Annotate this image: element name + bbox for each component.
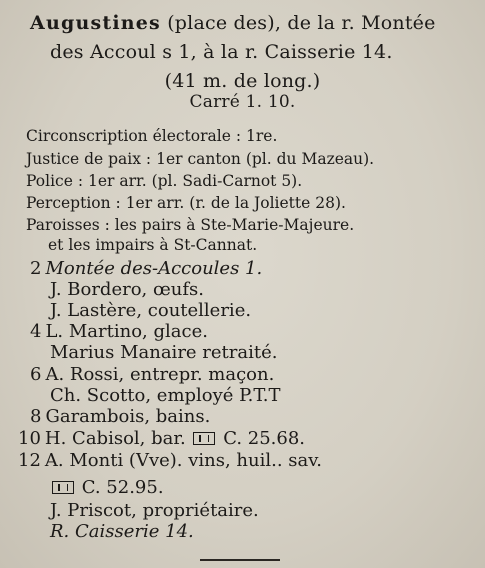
resident-line [30, 408, 210, 426]
street-name: Augustines [30, 12, 161, 34]
house-number: 10 [18, 428, 41, 449]
info-value: et les impairs à St-Cannat. [48, 236, 258, 254]
info-label: Perception : [26, 194, 121, 212]
resident-line [50, 523, 194, 541]
resident-text: Ch. Scotto, employé P.T.T [50, 385, 281, 406]
info-label: Justice de paix : [26, 150, 152, 168]
telephone-icon [52, 481, 74, 494]
phone-number: C. 52.95. [81, 477, 164, 498]
street-length: (41 m. de long.) [164, 70, 321, 92]
street-description: (place des), de la r. Montée [160, 12, 436, 34]
resident-line [50, 302, 251, 320]
info-label: Circonscription électorale : [26, 127, 242, 145]
resident-text: J. Bordero, œufs. [50, 279, 205, 300]
street-square: Carré 1. 10. [189, 92, 296, 112]
info-line [48, 238, 257, 254]
resident-line [50, 344, 278, 362]
resident-text: Garambois, bains. [45, 406, 211, 427]
resident-line [18, 430, 305, 448]
street-heading-line-1 [30, 14, 436, 33]
resident-line [30, 260, 262, 278]
resident-text: A. Monti (Vve). vins, huil.. sav. [44, 450, 323, 471]
info-line [26, 174, 302, 190]
resident-line [50, 479, 164, 497]
info-value: 1er canton (pl. du Mazeau). [156, 150, 375, 168]
resident-line [50, 387, 280, 405]
resident-text: A. Rossi, entrepr. maçon. [45, 364, 275, 385]
resident-text: J. Lastère, coutellerie. [50, 300, 252, 321]
house-number: 4 [30, 321, 42, 342]
info-line [26, 196, 346, 212]
info-value: les pairs à Ste-Marie-Majeure. [114, 216, 355, 234]
resident-text: H. Cabisol, bar. [44, 428, 186, 449]
info-label: Police : [26, 172, 84, 190]
resident-text: L. Martino, glace. [45, 321, 208, 342]
info-line [26, 218, 354, 234]
telephone-icon [193, 432, 215, 445]
resident-line [30, 366, 274, 384]
street-heading-line-2: des Accoul s 1, à la r. Caisserie 14. [50, 41, 393, 63]
resident-text: J. Priscot, propriétaire. [50, 500, 259, 521]
info-line [26, 152, 374, 168]
info-value: 1er arr. (r. de la Joliette 28). [125, 194, 346, 212]
house-number: 6 [30, 364, 42, 385]
resident-text: Montée des-Accoules 1. [45, 258, 263, 279]
info-value: 1re. [246, 127, 278, 145]
resident-line [30, 323, 208, 341]
info-value: 1er arr. (pl. Sadi-Carnot 5). [88, 172, 303, 190]
resident-line [50, 281, 204, 299]
house-number: 2 [30, 258, 42, 279]
info-label: Paroisses : [26, 216, 110, 234]
separator-rule [200, 559, 280, 561]
info-line [26, 129, 277, 145]
house-number: 8 [30, 406, 42, 427]
resident-line [50, 502, 259, 520]
phone-number: C. 25.68. [223, 428, 306, 449]
resident-line [18, 452, 322, 470]
resident-text: Marius Manaire retraité. [50, 342, 278, 363]
resident-text: R. Caisserie 14. [50, 521, 194, 542]
house-number: 12 [18, 450, 41, 471]
